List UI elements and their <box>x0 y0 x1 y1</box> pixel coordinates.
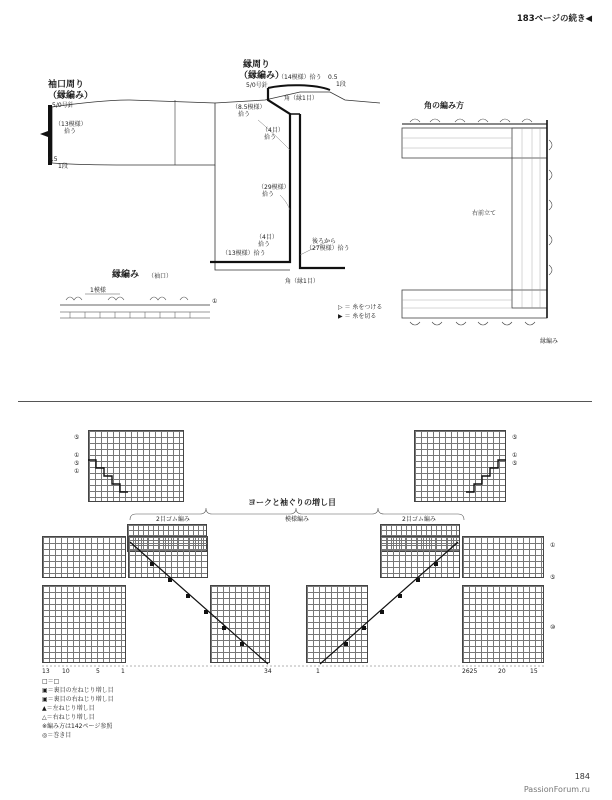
row-label-left-3: ① <box>74 468 80 475</box>
row-label-left-1: ① <box>74 452 80 459</box>
edge-4-bot-2: 拾う <box>258 241 271 248</box>
rib-right-label: 2目ゴム編み <box>402 516 436 523</box>
legend-item-5: ※編み方は142ページ参照 <box>42 723 113 730</box>
edge-title-1: 縁周り <box>243 60 271 70</box>
corner-top: 角（縁1目） <box>284 95 318 102</box>
row-label-right-4: ⑤ <box>550 574 556 581</box>
edge-rows: 1段 <box>336 81 346 88</box>
edge-85-2: 拾う <box>238 111 251 118</box>
key-attach: ▷ ＝ 糸をつける <box>338 304 383 311</box>
site-watermark: PassionForum.ru <box>523 785 590 794</box>
yoke-title: ヨークと袖ぐりの増し目 <box>248 498 336 507</box>
row-label-right-2: ⑤ <box>512 460 518 467</box>
one-pattern-label: 1模様 <box>90 287 106 294</box>
row-label-right-0: ⑤ <box>512 434 518 441</box>
sleeve-title-1: 袖口周り <box>48 80 85 90</box>
edge-title-2: （縁編み） <box>239 71 285 81</box>
col-num-left-1: 10 <box>62 668 70 675</box>
sleeve-needle: 5/0号針 <box>52 102 74 109</box>
col-num-right-1: 20 <box>498 668 506 675</box>
yoke-diagonals <box>0 402 612 692</box>
legend-item-3: ▲＝左ねじり増し目 <box>42 705 95 712</box>
col-num-mid-1: 1 <box>316 668 320 675</box>
legend-item-2: ▣＝裏目の右ねじり増し目 <box>42 696 114 703</box>
edge-stitch-title: 縁編み <box>112 270 140 280</box>
row-label-right-5: ⑩ <box>550 624 556 631</box>
edge-needle: 5/0号針 <box>246 82 268 89</box>
edge-row-marker: ① <box>212 298 218 305</box>
edge-size: 0.5 <box>328 74 338 81</box>
rib-left-label: 2目ゴム編み <box>156 516 190 523</box>
sleeve-rows: 1段 <box>58 163 68 170</box>
pattern-mid-label: 模様編み <box>285 516 310 523</box>
page-number: 184 <box>574 772 590 781</box>
row-label-left-0: ⑤ <box>74 434 80 441</box>
col-num-left-3: 1 <box>121 668 125 675</box>
continuation-note: 183ページの続き◀ <box>516 14 592 24</box>
yoke-chart-section <box>0 402 612 692</box>
corner-title: 角の編み方 <box>424 101 464 110</box>
edge-29-2: 拾う <box>262 191 275 198</box>
edge-stitch-sub: （袖口） <box>148 273 173 280</box>
col-num-left-2: 5 <box>96 668 100 675</box>
col-num-mid-0: 34 <box>264 668 272 675</box>
col-num-right-0: 2625 <box>462 668 478 675</box>
sleeve-title-2: （縁編み） <box>48 91 94 101</box>
edge-knit-label: 縁編み <box>540 338 559 345</box>
edge-29-1: （29模様） <box>258 184 290 191</box>
sleeve-pick: 拾う <box>64 128 77 135</box>
key-cut: ▶ ＝ 糸を切る <box>338 313 377 320</box>
sleeve-size: 0.5 <box>48 156 58 163</box>
col-num-right-2: 15 <box>530 668 538 675</box>
edge-4-top-1: （4目） <box>262 127 284 134</box>
legend-item-4: △＝右ねじり増し目 <box>42 714 95 721</box>
back-from-1: 後ろから <box>312 238 337 245</box>
legend-item-6: ◎＝巻き目 <box>42 732 72 739</box>
edge-13-bot: （13模様）拾う <box>222 250 266 257</box>
back-from-2: （27模様）拾う <box>306 245 350 252</box>
right-front-label: 右前立て <box>472 210 497 217</box>
edge-85-1: （8.5模様） <box>232 104 266 111</box>
corner-bottom: 角（縁1目） <box>285 278 319 285</box>
row-label-right-3: ① <box>550 542 556 549</box>
row-label-right-1: ① <box>512 452 518 459</box>
edge-14: （14模様）拾う <box>278 74 322 81</box>
legend-item-0: □＝□ <box>42 678 60 685</box>
row-label-left-2: ⑤ <box>74 460 80 467</box>
legend-item-1: ▣＝裏目の左ねじり増し目 <box>42 687 114 694</box>
edge-4-bot-1: （4目） <box>256 234 278 241</box>
col-num-left-0: 13 <box>42 668 50 675</box>
symbol-legend <box>42 678 114 741</box>
edge-4-top-2: 拾う <box>264 134 277 141</box>
sleeve-pattern: （13模様） <box>55 121 87 128</box>
